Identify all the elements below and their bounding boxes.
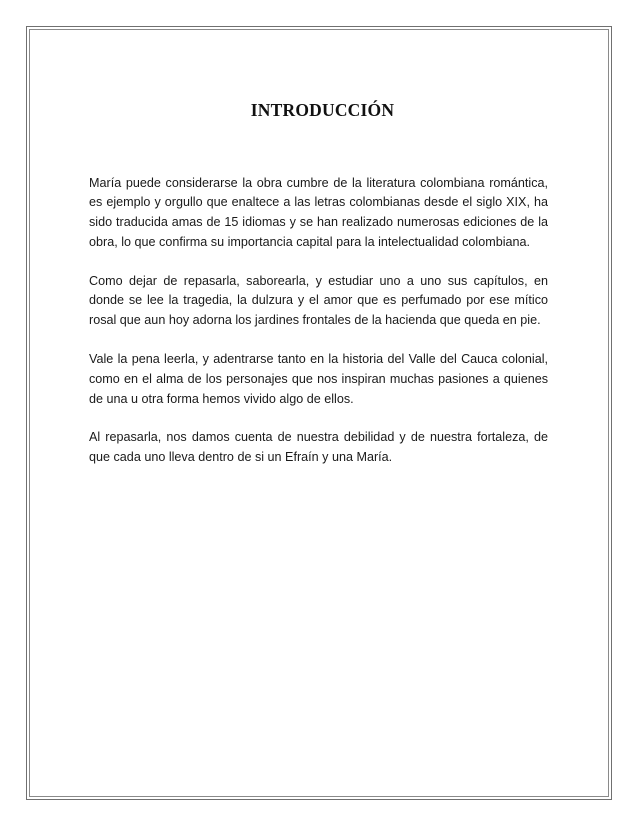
paragraph-2: Como dejar de repasarla, saborearla, y estudiar uno a uno sus capítulos, en donde se lee la tragedia, la dulzura y el amor que es perfumado por ese mítico rosal que aun hoy adorna los jardines frontales de la hacienda que queda en pie. <box>89 273 548 328</box>
paragraph-4: Al repasarla, nos damos cuenta de nuestra debilidad y de nuestra fortaleza, de que cada uno lleva dentro de si un Efraín y una María. <box>89 430 548 465</box>
document-body <box>89 102 548 487</box>
paragraph-3: Vale la pena leerla, y adentrarse tanto en la historia del Valle del Cauca colonial, como en el alma de los personajes que nos inspiran muchas pasiones a quienes de una u otra forma hemos vivido algo de ellos. <box>89 352 548 406</box>
page-title: INTRODUCCIÓN <box>250 100 395 120</box>
paragraph-1: María puede considerarse la obra cumbre de la literatura colombiana romántica, es ejemplo y orgullo que enaltece a las letras colombianas desde el siglo XIX, ha sido traducida amas de 15 idiomas y se han realizado numerosas ediciones de la obra, lo que confirma su importancia capital para la intelectualidad colombiana. <box>89 175 548 249</box>
